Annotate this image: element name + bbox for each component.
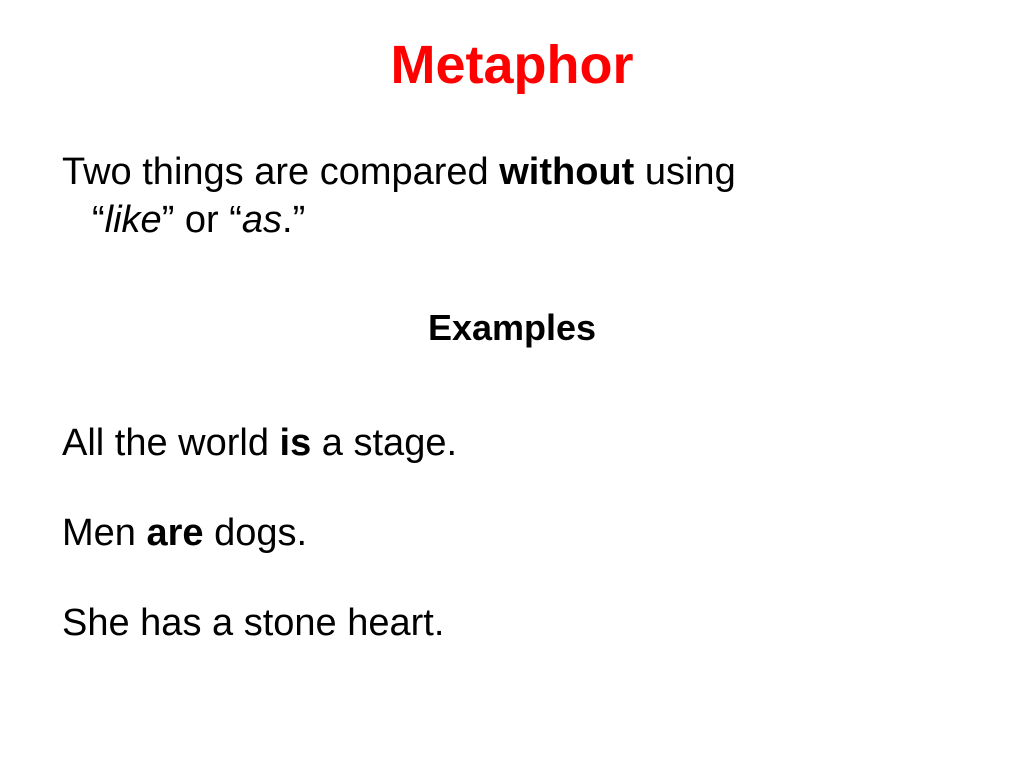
definition-text xyxy=(62,148,942,244)
example-text-after: dogs. xyxy=(203,512,308,554)
open-quote: “ xyxy=(92,199,105,241)
example-item xyxy=(62,600,962,646)
example-item xyxy=(62,420,962,466)
definition-part2: using xyxy=(634,151,736,193)
definition-end: .” xyxy=(282,199,306,241)
word-like: like xyxy=(104,199,162,241)
definition-emphasis: without xyxy=(499,151,635,193)
example-item xyxy=(62,510,962,556)
definition-part1: Two things are compared xyxy=(62,151,500,193)
example-text-before: All the world xyxy=(62,422,280,464)
definition-mid: ” or “ xyxy=(161,199,242,241)
definition-line2 xyxy=(62,196,942,244)
slide-title: Metaphor xyxy=(390,35,634,95)
example-text-before: Men xyxy=(62,512,147,554)
example-emphasis: are xyxy=(146,512,204,554)
examples-heading: Examples xyxy=(427,307,597,348)
word-as: as xyxy=(241,199,283,241)
example-text-after: a stage. xyxy=(311,422,458,464)
example-emphasis: is xyxy=(279,422,312,464)
example-text: She has a stone heart. xyxy=(62,602,445,644)
